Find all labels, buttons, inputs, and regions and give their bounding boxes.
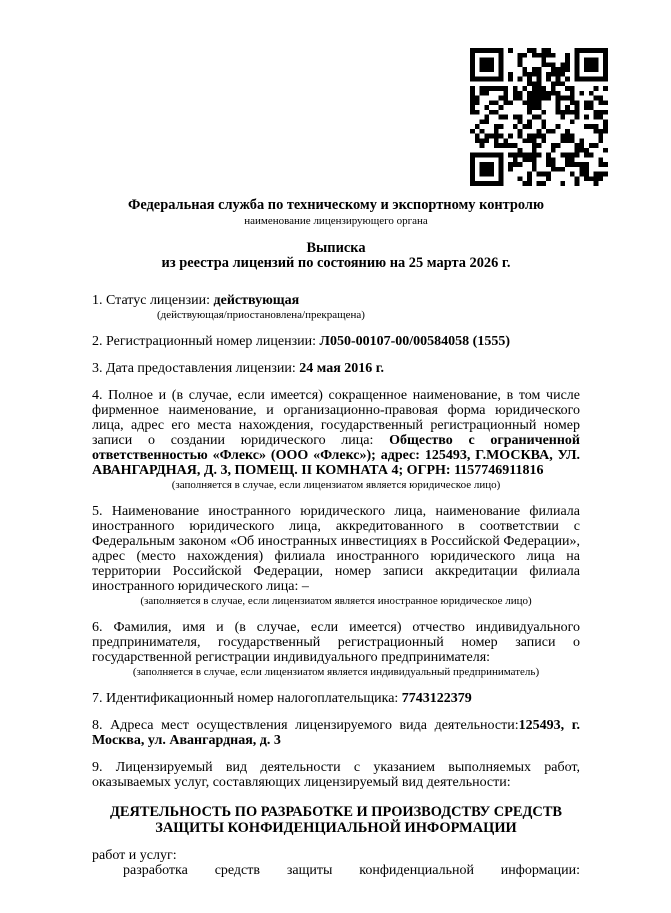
item-registration-number	[92, 334, 580, 349]
item-license-status-caption: (действующая/приостановлена/прекращена)	[157, 309, 365, 321]
item-legal-entity	[92, 388, 580, 478]
item-grant-date	[92, 361, 580, 376]
item-activity-addresses-value: 125493, г. Москва, ул. Авангардная, д. 3	[92, 718, 581, 748]
licensing-authority-name: Федеральная служба по техническому и экспортному контролю	[127, 197, 545, 213]
document-title	[92, 241, 580, 271]
item-foreign-entity	[92, 504, 580, 594]
item-legal-entity-text: 4. Полное и (в случае, если имеется) сокращенное наименование, в том числе фирменное наименование, и организационно-правовая форма юридического лица, адрес его места нахождения, государственный регистрационный номер записи о создании юридического лица:	[92, 388, 580, 448]
item-individual-entrepreneur	[92, 620, 580, 665]
activity-title: ДЕЯТЕЛЬНОСТЬ ПО РАЗРАБОТКЕ И ПРОИЗВОДСТВУ СРЕДСТВ ЗАЩИТЫ КОНФИДЕНЦИАЛЬНОЙ ИНФОРМАЦИИ	[109, 804, 563, 836]
item-individual-entrepreneur-caption: (заполняется в случае, если лицензиатом является индивидуальный предприниматель)	[132, 666, 540, 678]
item-license-status-label: 1. Статус лицензии:	[92, 293, 214, 308]
item-taxpayer-number-label: 7. Идентификационный номер налогоплательщика:	[92, 691, 402, 706]
item-activity-addresses-label: 8. Адреса мест осуществления лицензируемого вида деятельности:	[92, 718, 519, 733]
document-title-line1: Выписка	[306, 240, 366, 256]
document-title-line2: из реестра лицензий по состоянию на 25 марта 2026 г.	[161, 255, 511, 271]
item-legal-entity-value: Общество с ограниченной ответственностью «Флекс» (ООО «Флекс»); адрес: 125493, Г.МОСКВА, УЛ. АВАНГАРДНАЯ, Д. 3, ПОМЕЩ. II КОМНАТА 4; ОГРН: 1157746911816	[92, 433, 580, 478]
item-foreign-entity-caption: (заполняется в случае, если лицензиатом является иностранное юридическое лицо)	[140, 595, 532, 607]
item-foreign-entity-text: 5. Наименование иностранного юридического лица, наименование филиала иностранного юридического лица, аккредитованного в соответствии с Федеральным законом «Об иностранных инвестициях в Российской Федерации», адрес (место нахождения) филиала иностранного юридического лица на территории Российской Федерации, номер записи аккредитации филиала иностранного юридического лица: –	[92, 504, 580, 594]
item-registration-number-value: Л050-00107-00/00584058 (1555)	[319, 334, 510, 349]
item-legal-entity-caption: (заполняется в случае, если лицензиатом является юридическое лицо)	[171, 479, 501, 491]
works-and-services-item: разработка средств защиты конфиденциальной информации:	[123, 863, 580, 878]
item-license-status	[92, 293, 580, 308]
item-licensed-activity-text: 9. Лицензируемый вид деятельности с указанием выполняемых работ, оказываемых услуг, составляющих лицензируемый вид деятельности:	[92, 760, 580, 790]
qr-code-image	[470, 48, 608, 186]
document-content	[92, 197, 580, 878]
qr-code-icon	[470, 48, 608, 186]
item-license-status-value: действующая	[213, 293, 300, 308]
licensing-authority-caption: наименование лицензирующего органа	[244, 215, 428, 227]
item-taxpayer-number	[92, 691, 580, 706]
item-individual-entrepreneur-text: 6. Фамилия, имя и (в случае, если имеется) отчество индивидуального предпринимателя, государственный регистрационный номер записи о государственной регистрации индивидуального предпринимателя:	[92, 620, 580, 665]
item-grant-date-value: 24 мая 2016 г.	[299, 361, 385, 376]
works-and-services-label: работ и услуг:	[92, 848, 177, 863]
item-taxpayer-number-value: 7743122379	[401, 691, 472, 706]
item-activity-addresses	[92, 718, 580, 748]
item-grant-date-label: 3. Дата предоставления лицензии:	[92, 361, 300, 376]
item-registration-number-label: 2. Регистрационный номер лицензии:	[92, 334, 320, 349]
item-licensed-activity	[92, 760, 580, 790]
